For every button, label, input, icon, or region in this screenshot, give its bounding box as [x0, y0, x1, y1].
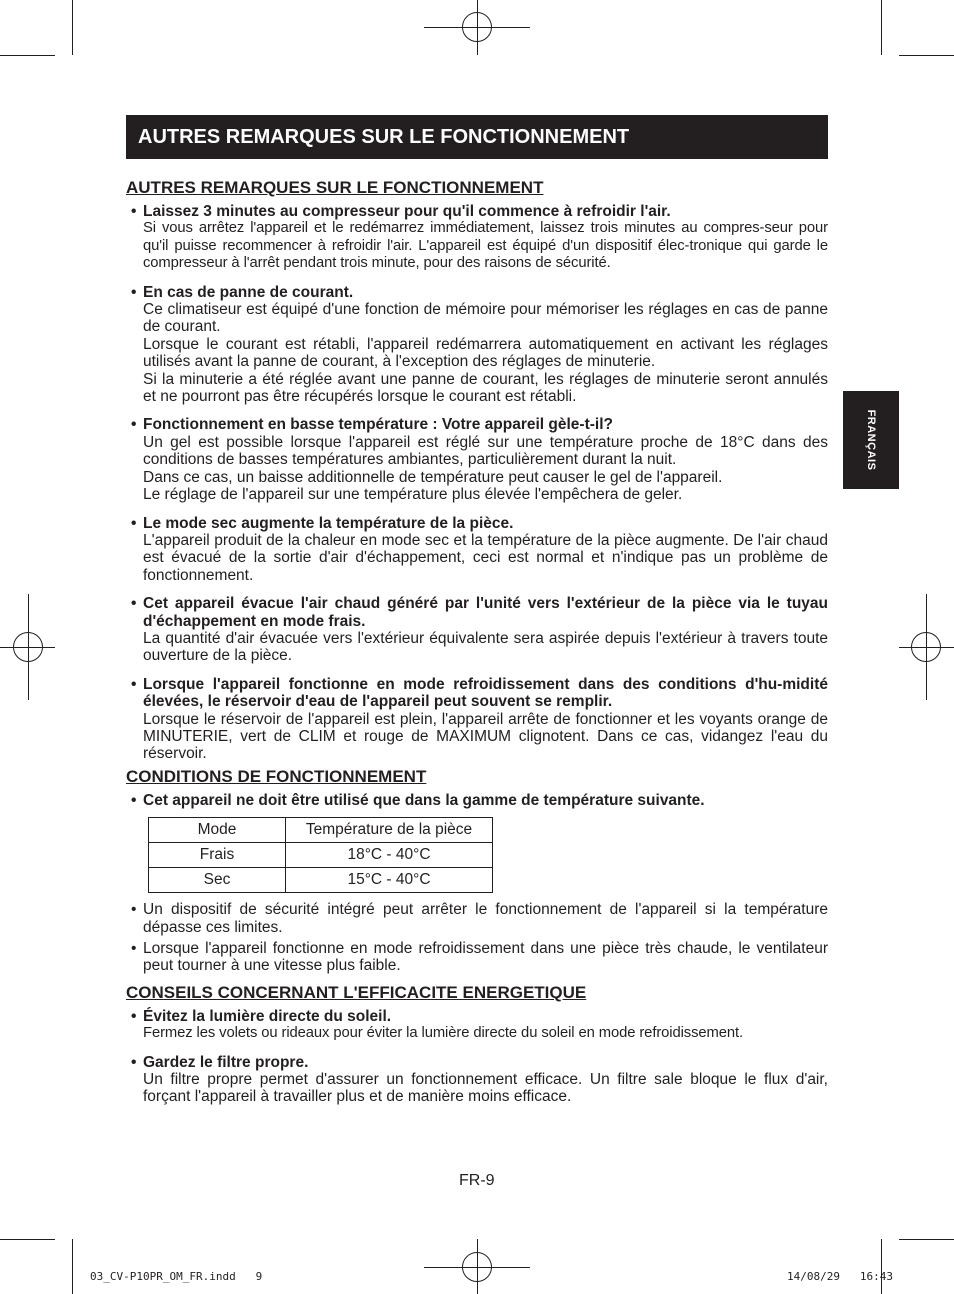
list-item: [126, 676, 828, 763]
bullet-mark: •: [131, 675, 137, 693]
item-body: Lorsque le courant est rétabli, l'appareil redémarrera automatiquement en activant les réglages utilisés avant la panne de courant, à l'exception des réglages de minuterie.: [143, 335, 828, 371]
bullet-mark: •: [131, 1053, 137, 1071]
table-row: [149, 843, 493, 868]
item-body: Ce climatiseur est équipé d'une fonction de mémoire pour mémoriser les réglages en cas de panne de courant.: [143, 301, 828, 336]
item-body: Lorsque le réservoir de l'appareil est plein, l'appareil arrête de fonctionner et les voyants orange de MINUTERIE, vert de CLIM et rouge de MAXIMUM clignotent. Dans ce cas, vidangez l'eau du réservoir.: [143, 710, 828, 763]
list-item: [126, 595, 828, 665]
bullet-mark: •: [131, 595, 137, 613]
language-tab: [843, 391, 899, 489]
bullet-mark: •: [131, 791, 137, 809]
item-body: Un filtre propre permet d'assurer un fonctionnement efficace. Un filtre sale bloque le flux d'air, forçant l'appareil à travailler plus et de manière moins efficace.: [143, 1071, 828, 1106]
bullet-mark: •: [131, 203, 137, 220]
crop-mark: [72, 0, 73, 55]
crop-mark: [881, 1239, 882, 1294]
item-title: Fonctionnement en basse température : Votre appareil gèle-t-il?: [143, 416, 613, 434]
item-body: Dans ce cas, un baisse additionnelle de température peut causer le gel de l'appareil.: [143, 468, 723, 486]
bullet-mark: •: [131, 283, 137, 301]
list-item: [126, 284, 828, 406]
main-content: [126, 178, 828, 1117]
table-row: [149, 868, 493, 893]
page-title: AUTRES REMARQUES SUR LE FONCTIONNEMENT: [126, 115, 828, 159]
item-title: Laissez 3 minutes au compresseur pour qu'il commence à refroidir l'air.: [143, 203, 671, 220]
item-title: Évitez la lumière directe du soleil.: [143, 1007, 392, 1025]
list-item: [126, 203, 828, 273]
list-item: [126, 1008, 828, 1043]
footer-filename: 03_CV-P10PR_OM_FR.indd 9: [90, 1270, 263, 1283]
crop-mark: [0, 55, 55, 56]
item-title: Le mode sec augmente la température de la pièce.: [143, 514, 514, 532]
bullet-mark: •: [131, 416, 137, 434]
crop-mark: [899, 1239, 954, 1240]
crop-mark: [899, 55, 954, 56]
item-body: Si vous arrêtez l'appareil et le redémarrez immédiatement, laissez trois minutes au compres-seur pour qu'il puisse recommencer à refroidir l'air. L'appareil est équipé d'un dispositif élec-tronique qui garde le compresseur à l'arrêt pendant trois minute, pour des raisons de sécurité.: [143, 220, 828, 272]
bullet-mark: •: [131, 940, 137, 957]
list-item: [126, 940, 828, 975]
crop-mark: [0, 1239, 55, 1240]
list-item: [126, 901, 828, 936]
item-body: Un dispositif de sécurité intégré peut arrêter le fonctionnement de l'appareil si la température dépasse ces limites.: [143, 901, 828, 936]
table-cell: Sec: [149, 868, 286, 893]
list-item: [126, 416, 828, 503]
table-header-row: [149, 818, 493, 843]
item-body: Le réglage de l'appareil sur une température plus élevée l'empêchera de geler.: [143, 486, 683, 504]
table-header: Mode: [149, 818, 286, 843]
item-title: En cas de panne de courant.: [143, 283, 354, 301]
page-number: FR-9: [459, 1172, 495, 1189]
table-cell: 18°C - 40°C: [286, 843, 493, 868]
bullet-mark: •: [131, 901, 137, 919]
footer-timestamp: 14/08/29 16:43: [787, 1270, 893, 1283]
item-title: Lorsque l'appareil fonctionne en mode refroidissement dans des conditions d'hu-midité élevées, le réservoir d'eau de l'appareil peut souvent se remplir.: [143, 675, 828, 711]
list-item: [126, 515, 828, 585]
item-title: Cet appareil évacue l'air chaud généré par l'unité vers l'extérieur de la pièce via le tuyau d'échappement en mode frais.: [143, 595, 828, 630]
item-body: Un gel est possible lorsque l'appareil est réglé sur une température proche de 18°C dans des conditions de basses températures ambiantes, particulièrement durant la nuit.: [143, 433, 828, 469]
table-cell: Frais: [149, 843, 286, 868]
list-item: [126, 1054, 828, 1106]
section-heading: CONSEILS CONCERNANT L'EFFICACITE ENERGETIQUE: [126, 982, 587, 1002]
item-body: Fermez les volets ou rideaux pour éviter la lumière directe du soleil en mode refroidissement.: [143, 1025, 744, 1042]
bullet-mark: •: [131, 1007, 137, 1025]
table-cell: 15°C - 40°C: [286, 868, 493, 893]
item-title: Cet appareil ne doit être utilisé que dans la gamme de température suivante.: [143, 791, 705, 809]
section-heading: CONDITIONS DE FONCTIONNEMENT: [126, 766, 427, 786]
item-body: L'appareil produit de la chaleur en mode sec et la température de la pièce augmente. De l'air chaud est évacué de la sortie d'air d'échappement, ceci est normal et n'indique pas un problème de fonctionnement.: [143, 531, 828, 584]
language-tab-label: FRANÇAIS: [865, 409, 877, 471]
item-title: Gardez le filtre propre.: [143, 1053, 309, 1071]
section-heading: AUTRES REMARQUES SUR LE FONCTIONNEMENT: [126, 178, 544, 197]
list-item: [126, 792, 828, 809]
item-body: La quantité d'air évacuée vers l'extérieur équivalente sera aspirée depuis l'extérieur à travers toute ouverture de la pièce.: [143, 629, 828, 665]
crop-mark: [72, 1239, 73, 1294]
table-header: Température de la pièce: [286, 818, 493, 843]
operating-conditions-table: [148, 817, 493, 893]
bullet-mark: •: [131, 514, 137, 532]
item-body: Si la minuterie a été réglée avant une panne de courant, les réglages de minuterie seront annulés et ne pourront pas être récupérés lorsque le courant est rétabli.: [143, 370, 828, 406]
item-body: Lorsque l'appareil fonctionne en mode refroidissement dans une pièce très chaude, le ventilateur peut tourner à une vitesse plus faible.: [143, 940, 828, 975]
crop-mark: [881, 0, 882, 55]
